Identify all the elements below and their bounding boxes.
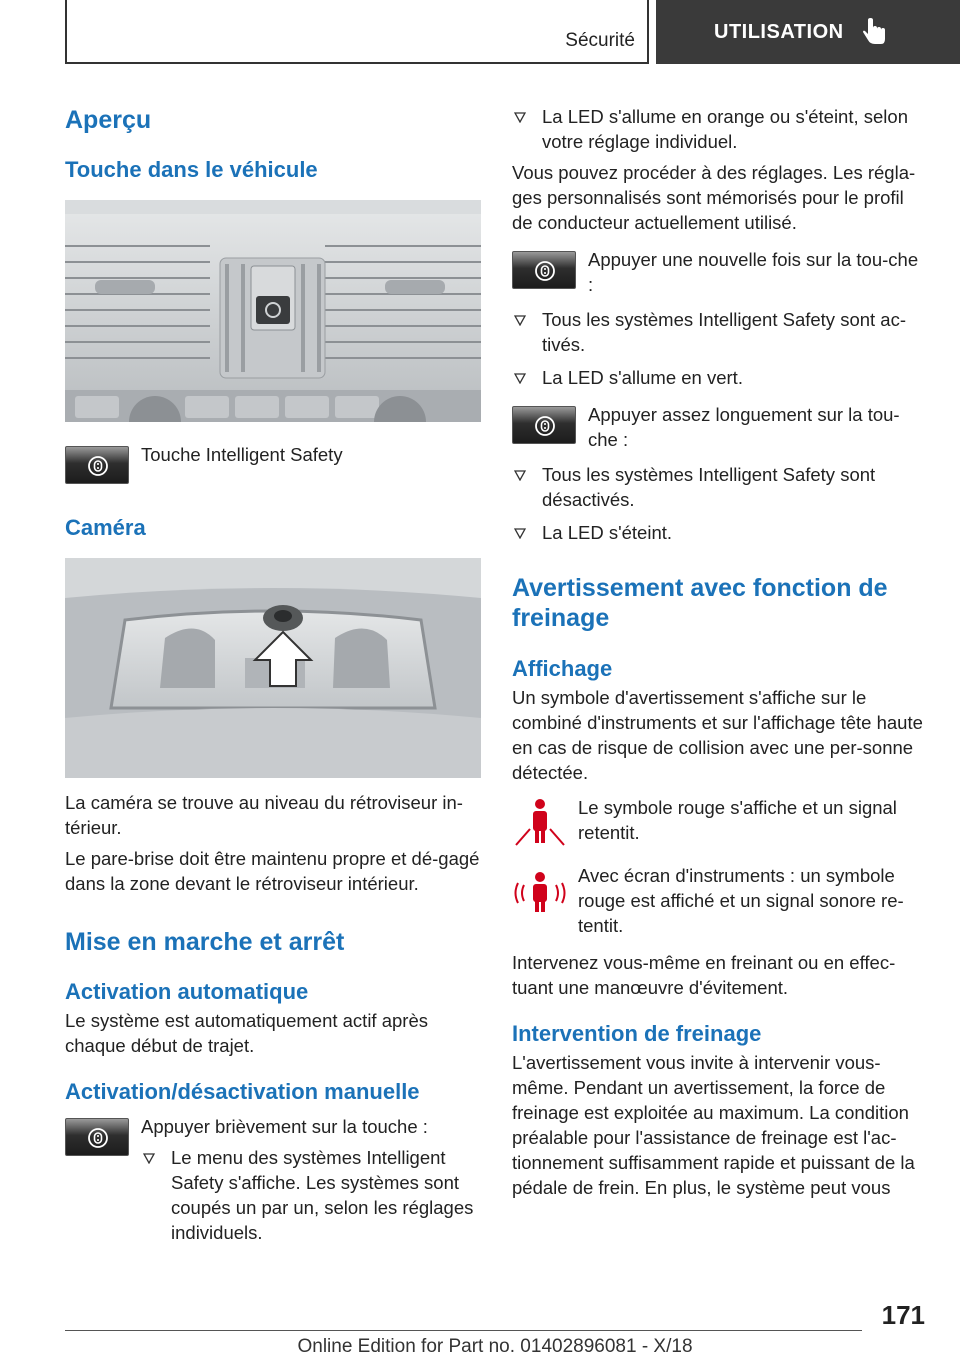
intervenez-paragraph: Intervenez vous-même en freinant ou en effec‐tuant une manœuvre d'évitement.	[512, 952, 896, 998]
right-column	[512, 104, 927, 1200]
bullet-led-eteint-text: La LED s'éteint.	[542, 522, 673, 543]
press-long-text: Appuyer assez longuement sur la tou‐che :	[588, 404, 900, 450]
intelligent-safety-button-icon	[512, 406, 576, 444]
figure-dashboard-button	[65, 200, 481, 422]
heading-activation-manuelle: Activation/désactivation manuelle	[65, 1079, 420, 1104]
camera-paragraph-2: Le pare-brise doit être maintenu propre et dé‐gagé dans la zone devant le rétroviseur intérieur.	[65, 848, 480, 894]
footer-edition: Online Edition for Part no. 01402896081 - X/18	[297, 1336, 693, 1357]
pedestrian-sound-warning-icon	[512, 863, 578, 917]
heading-apercu: Aperçu	[65, 106, 152, 134]
header-section-title: Sécurité	[565, 30, 635, 51]
camera-paragraph-1: La caméra se trouve au niveau du rétroviseur in‐térieur.	[65, 792, 463, 838]
header-chapter-title: UTILISATION	[714, 20, 844, 43]
dashboard-vents-illustration	[65, 200, 481, 422]
pedestrian-warning-icon	[512, 795, 578, 849]
list-item	[512, 104, 927, 154]
header-chapter-tab	[656, 0, 960, 64]
intelligent-safety-button-icon	[65, 446, 129, 484]
triangle-bullet-icon	[514, 314, 526, 326]
press-long-row	[512, 402, 927, 452]
intelligent-safety-button-icon	[512, 251, 576, 289]
warning-row-1	[512, 795, 927, 849]
list-item	[141, 1145, 481, 1245]
triangle-bullet-icon	[514, 111, 526, 123]
heading-mise-en-marche: Mise en marche et arrêt	[65, 928, 345, 956]
warning-1-text: Le symbole rouge s'affiche et un signal retentit.	[578, 797, 897, 843]
list-item	[512, 520, 927, 545]
manuelle-bullet-text: Le menu des systèmes Intelligent Safety s'affiche. Les systèmes sont coupés un par un, selon les réglages individuels.	[171, 1147, 474, 1243]
heading-camera: Caméra	[65, 515, 146, 540]
touche-caption: Touche Intelligent Safety	[141, 444, 343, 465]
heading-intervention-freinage: Intervention de freinage	[512, 1021, 762, 1046]
triangle-bullet-icon	[514, 527, 526, 539]
list-item	[512, 307, 927, 357]
heading-avertissement: Avertissement avec fonction de freinage	[512, 574, 888, 632]
heading-activation-automatique: Activation automatique	[65, 979, 309, 1004]
triangle-bullet-icon	[143, 1152, 155, 1164]
heading-affichage: Affichage	[512, 656, 613, 681]
press-again-list	[512, 307, 927, 390]
press-long-list	[512, 462, 927, 545]
bullet-led-vert-text: La LED s'allume en vert.	[542, 367, 743, 388]
warning-row-2	[512, 863, 927, 938]
intervention-paragraph: L'avertissement vous invite à intervenir vous-même. Pendant un avertissement, la force de freinage est exploitée au maximum. La condition préalable pour l'assistance de freinage est l'ac‐tionnement suffisamment rapide et puissant de la pédale de frein. En plus, le système peut vous	[512, 1052, 915, 1198]
heading-touche-vehicule: Touche dans le véhicule	[65, 157, 318, 182]
activation-auto-paragraph: Le système est automatiquement actif après chaque début de trajet.	[65, 1010, 428, 1056]
led-orange-text: La LED s'allume en orange ou s'éteint, selon votre réglage individuel.	[542, 106, 908, 152]
footer-divider	[65, 1330, 862, 1331]
affichage-paragraph: Un symbole d'avertissement s'affiche sur le combiné d'instruments et sur l'affichage tête haute en cas de risque de collision avec une per‐sonne détectée.	[512, 687, 923, 783]
hand-pointer-icon	[862, 18, 888, 46]
press-again-row	[512, 247, 927, 297]
bullet-active-text: Tous les systèmes Intelligent Safety sont ac‐tivés.	[542, 309, 907, 355]
bullet-desactive-text: Tous les systèmes Intelligent Safety sont désactivés.	[542, 464, 876, 510]
warning-2-text: Avec écran d'instruments : un symbole rouge est affiché et un signal sonore re‐tentit.	[578, 865, 904, 936]
list-item	[512, 365, 927, 390]
triangle-bullet-icon	[514, 372, 526, 384]
left-column	[65, 96, 481, 1245]
page-number: 171	[881, 1300, 925, 1330]
press-again-text: Appuyer une nouvelle fois sur la tou‐che :	[588, 249, 919, 295]
intelligent-safety-button-icon	[65, 1118, 129, 1156]
header-section-box	[65, 0, 649, 64]
list-item	[512, 462, 927, 512]
reglages-paragraph: Vous pouvez procéder à des réglages. Les régla‐ges personnalisés sont mémorisés pour le profil de conducteur actuellement utilisé.	[512, 162, 916, 233]
manuelle-row	[65, 1114, 481, 1245]
triangle-bullet-icon	[514, 469, 526, 481]
manuelle-bullet-list	[141, 1145, 481, 1245]
windshield-camera-illustration	[65, 558, 481, 778]
figure-camera-windshield	[65, 558, 481, 778]
touche-caption-row	[65, 442, 481, 484]
led-orange-list	[512, 104, 927, 154]
manuelle-instruction: Appuyer brièvement sur la touche :	[141, 1116, 428, 1137]
